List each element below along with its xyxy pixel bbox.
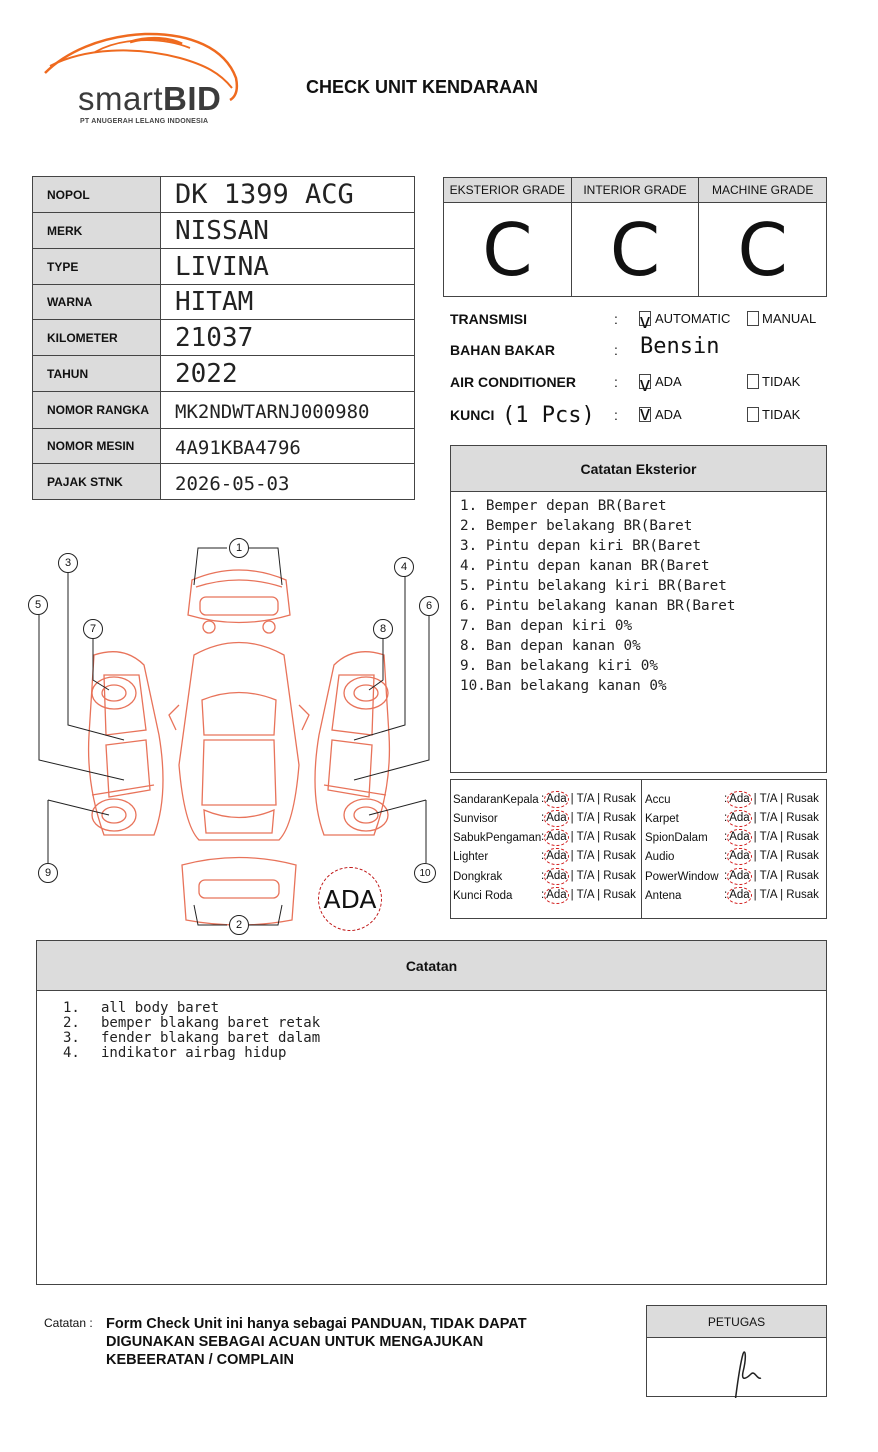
interior-row (451, 828, 827, 847)
logo-company-name: PT ANUGERAH LELANG INDONESIA (80, 118, 209, 125)
identity-row-type (33, 249, 414, 285)
grade-label: EKSTERIOR GRADE (444, 178, 571, 203)
option-ada-selected[interactable]: Ada (544, 848, 568, 865)
exterior-notes-title: Catatan Eksterior (451, 446, 826, 492)
interior-item-name: Lighter (453, 850, 489, 863)
officer-signature-box (646, 1305, 827, 1397)
list-item (63, 1046, 826, 1061)
identity-value: HITAM (175, 287, 254, 317)
vehicle-identity-table (32, 176, 415, 500)
identity-label: KILOMETER (33, 320, 161, 355)
check-mark-icon: v (640, 374, 650, 396)
interior-item-name: Antena (645, 889, 682, 902)
interior-item-name: SpionDalam (645, 831, 708, 844)
option-ta-rusak[interactable]: | T/A | Rusak (753, 850, 819, 862)
identity-row-nomor-mesin (33, 429, 414, 464)
interior-row (451, 809, 827, 828)
callout-3: 3 (58, 553, 78, 573)
grade-value: C (737, 207, 788, 292)
identity-label: NOMOR MESIN (33, 429, 161, 463)
interior-item-name: Sunvisor (453, 812, 498, 825)
colon: : (614, 407, 618, 423)
grade-machine (699, 178, 826, 296)
signature-icon (647, 1338, 828, 1398)
identity-label: WARNA (33, 285, 161, 319)
option-ta-rusak[interactable]: | T/A | Rusak (570, 850, 636, 862)
identity-value: LIVINA (175, 252, 269, 282)
list-item: 1. Bemper depan BR(Baret (460, 498, 667, 514)
callout-2: 2 (229, 915, 249, 935)
exterior-notes-panel (450, 445, 827, 773)
identity-label: TAHUN (33, 356, 161, 391)
interior-item-options (724, 848, 819, 865)
interior-item-name: SabukPengaman (453, 831, 542, 844)
grade-exterior (444, 178, 572, 296)
transmisi-label: TRANSMISI (450, 311, 527, 327)
identity-label: NOMOR RANGKA (33, 392, 161, 428)
option-ta-rusak[interactable]: | T/A | Rusak (753, 889, 819, 901)
identity-row-nopol (33, 177, 414, 213)
colon: : (541, 889, 545, 901)
footer-label: Catatan : (44, 1316, 93, 1330)
kunci-count: (1 Pcs) (502, 403, 595, 428)
interior-row (451, 867, 827, 886)
kunci-ada-label: ADA (655, 407, 682, 422)
list-item: 8. Ban depan kanan 0% (460, 638, 641, 654)
grade-value: C (482, 207, 533, 292)
option-ada-selected[interactable]: Ada (727, 848, 751, 865)
footer-disclaimer: Form Check Unit ini hanya sebagai PANDUAN, TIDAK DAPAT DIGUNAKAN SEBAGAI ACUAN UNTUK MENGAJUKAN KEBEERATAN / COMPLAIN (106, 1316, 527, 1368)
identity-value: 21037 (175, 323, 254, 353)
list-item-text: bemper blakang baret retak (101, 1015, 321, 1031)
grade-interior (572, 178, 700, 296)
exterior-notes-list (451, 492, 826, 696)
option-ada-selected[interactable]: Ada (727, 887, 751, 904)
list-item: 3. Pintu depan kiri BR(Baret (460, 538, 702, 554)
list-item-text: all body baret (101, 1000, 220, 1016)
notes-title: Catatan (37, 941, 826, 991)
identity-value: MK2NDWTARNJ000980 (175, 401, 370, 423)
option-ta-rusak[interactable]: | T/A | Rusak (753, 812, 819, 824)
interior-item-name: Karpet (645, 812, 679, 825)
option-ada-selected[interactable]: Ada (544, 829, 568, 846)
logo-wordmark: smartBID (78, 80, 222, 117)
identity-label: NOPOL (33, 177, 161, 212)
list-item-text: indikator airbag hidup (101, 1045, 287, 1061)
identity-row-pajak-stnk (33, 464, 414, 499)
interior-item-options (724, 887, 819, 904)
check-mark-icon: v (640, 403, 650, 425)
identity-row-tahun (33, 356, 414, 392)
automatic-option-label: AUTOMATIC (655, 311, 731, 326)
interior-item-name: Kunci Roda (453, 889, 513, 902)
callout-4: 4 (394, 557, 414, 577)
callout-5: 5 (28, 595, 48, 615)
callout-9: 9 (38, 863, 58, 883)
colon: : (541, 812, 545, 824)
colon: : (541, 870, 545, 882)
interior-item-options (724, 791, 819, 808)
ac-tidak-checkbox[interactable] (747, 374, 759, 389)
colon: : (541, 831, 545, 843)
option-ada-selected[interactable]: Ada (727, 868, 751, 885)
interior-checklist (450, 779, 827, 919)
colon: : (724, 793, 728, 805)
list-item: 2. Bemper belakang BR(Baret (460, 518, 693, 534)
identity-row-merk (33, 213, 414, 249)
option-ta-rusak[interactable]: | T/A | Rusak (570, 831, 636, 843)
list-item (63, 1016, 826, 1031)
colon: : (724, 870, 728, 882)
ac-label: AIR CONDITIONER (450, 374, 576, 390)
colon: : (724, 889, 728, 901)
identity-row-warna (33, 285, 414, 320)
option-ada-selected[interactable]: Ada (727, 791, 751, 808)
page-title: CHECK UNIT KENDARAAN (306, 77, 538, 97)
list-item-number: 1. (63, 1000, 80, 1016)
interior-item-options (724, 810, 819, 827)
option-ta-rusak[interactable]: | T/A | Rusak (753, 793, 819, 805)
grade-label: MACHINE GRADE (699, 178, 826, 203)
grade-table (443, 177, 827, 297)
interior-item-name: Audio (645, 850, 675, 863)
kunci-tidak-checkbox[interactable] (747, 407, 759, 422)
colon: : (541, 793, 545, 805)
ac-ada-label: ADA (655, 374, 682, 389)
identity-value: DK 1399 ACG (175, 179, 354, 210)
manual-option-label: MANUAL (762, 311, 817, 326)
list-item: 6. Pintu belakang kanan BR(Baret (460, 598, 736, 614)
interior-item-name: Accu (645, 793, 671, 806)
option-ta-rusak[interactable]: | T/A | Rusak (753, 831, 819, 843)
callout-6: 6 (419, 596, 439, 616)
list-item: 4. Pintu depan kanan BR(Baret (460, 558, 710, 574)
option-ta-rusak[interactable]: | T/A | Rusak (570, 889, 636, 901)
colon: : (541, 850, 545, 862)
callout-7: 7 (83, 619, 103, 639)
list-item-text: fender blakang baret dalam (101, 1030, 321, 1046)
colon: : (724, 831, 728, 843)
check-mark-icon: v (640, 311, 650, 333)
bahan-bakar-value: Bensin (640, 334, 720, 359)
interior-row (451, 886, 827, 905)
identity-value: 2026-05-03 (175, 473, 290, 495)
interior-item-options (724, 868, 819, 885)
interior-item-name: Dongkrak (453, 870, 503, 883)
list-item (63, 1001, 826, 1016)
colon: : (614, 374, 618, 390)
kunci-tidak-label: TIDAK (762, 407, 801, 422)
interior-row (451, 790, 827, 809)
option-ada-selected[interactable]: Ada (544, 810, 568, 827)
identity-value: NISSAN (175, 216, 269, 246)
option-ta-rusak[interactable]: | T/A | Rusak (570, 793, 636, 805)
manual-checkbox[interactable] (747, 311, 759, 326)
notes-list (37, 991, 826, 1061)
list-item-number: 2. (63, 1015, 80, 1031)
list-item: 5. Pintu belakang kiri BR(Baret (460, 578, 727, 594)
car-damage-diagram (24, 535, 444, 940)
list-item: 7. Ban depan kiri 0% (460, 618, 633, 634)
identity-label: TYPE (33, 249, 161, 284)
interior-row (451, 847, 827, 866)
interior-item-name: SandaranKepala (453, 793, 539, 806)
bahan-bakar-label: BAHAN BAKAR (450, 342, 555, 358)
identity-value: 2022 (175, 359, 238, 389)
option-ada-selected[interactable]: Ada (544, 868, 568, 885)
option-ta-rusak[interactable]: | T/A | Rusak (570, 870, 636, 882)
list-item-number: 3. (63, 1030, 80, 1046)
list-item (63, 1031, 826, 1046)
callout-8: 8 (373, 619, 393, 639)
interior-item-name: PowerWindow (645, 870, 719, 883)
ac-tidak-label: TIDAK (762, 374, 801, 389)
officer-label: PETUGAS (647, 1306, 826, 1338)
option-ada-selected[interactable]: Ada (544, 791, 568, 808)
kunci-label: KUNCI (450, 407, 495, 423)
car-outline-drawing (24, 535, 444, 940)
interior-item-options (724, 829, 819, 846)
colon: : (724, 850, 728, 862)
option-ada-selected[interactable]: Ada (727, 810, 751, 827)
ada-stamp: ADA (318, 867, 382, 931)
identity-label: PAJAK STNK (33, 464, 161, 499)
option-ta-rusak[interactable]: | T/A | Rusak (570, 812, 636, 824)
option-ada-selected[interactable]: Ada (727, 829, 751, 846)
identity-row-nomor-rangka (33, 392, 414, 429)
colon: : (614, 342, 618, 358)
identity-label: MERK (33, 213, 161, 248)
notes-panel (36, 940, 827, 1285)
callout-10: 10 (414, 863, 436, 883)
list-item: 10.Ban belakang kanan 0% (460, 678, 667, 694)
list-item: 9. Ban belakang kiri 0% (460, 658, 658, 674)
identity-value: 4A91KBA4796 (175, 437, 301, 459)
list-item-number: 4. (63, 1045, 80, 1061)
colon: : (724, 812, 728, 824)
grade-value: C (609, 207, 661, 292)
option-ta-rusak[interactable]: | T/A | Rusak (753, 870, 819, 882)
callout-1: 1 (229, 538, 249, 558)
grade-label: INTERIOR GRADE (572, 178, 699, 203)
option-ada-selected[interactable]: Ada (544, 887, 568, 904)
identity-row-kilometer (33, 320, 414, 356)
colon: : (614, 311, 618, 327)
